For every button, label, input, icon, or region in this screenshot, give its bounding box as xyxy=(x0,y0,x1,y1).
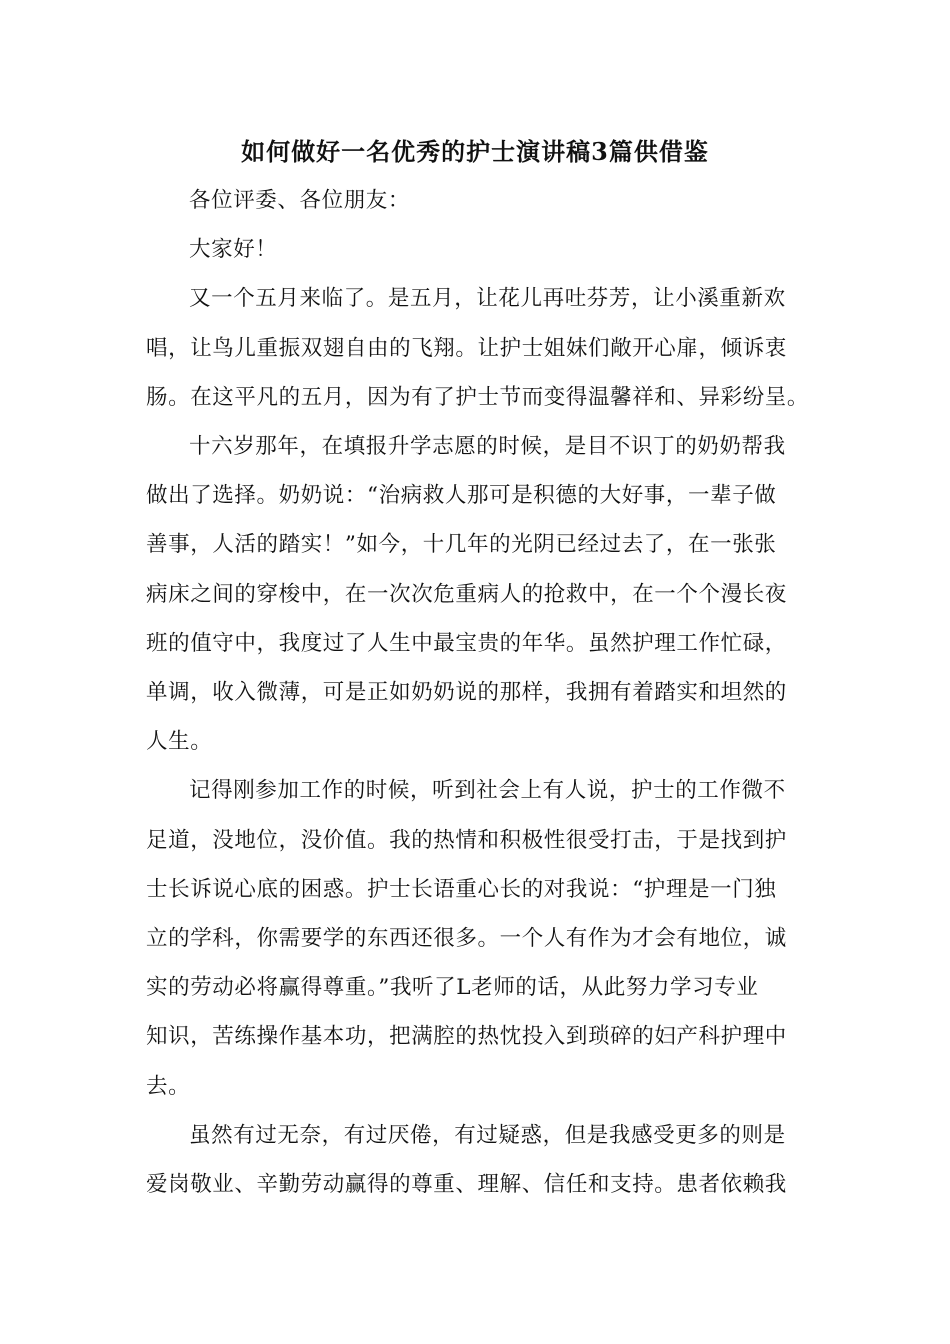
paragraph-line: 做出了选择。奶奶说：“治病救人那可是积德的大好事，一辈子做 xyxy=(146,483,777,509)
paragraph-4 xyxy=(146,1111,810,1209)
paragraph-line: 实的劳动必将赢得尊重。”我听了L老师的话，从此努力学习专业 xyxy=(146,975,759,1001)
paragraph-2 xyxy=(146,422,810,766)
paragraph-1 xyxy=(146,274,810,422)
paragraph-line: 十六岁那年，在填报升学志愿的时候，是目不识丁的奶奶帮我 xyxy=(189,434,786,460)
paragraph-line: 人生。 xyxy=(146,729,213,755)
salutation-line: 大家好！ xyxy=(189,237,278,263)
paragraph-line: 足道，没地位，没价值。我的热情和积极性很受打击，于是找到护 xyxy=(146,827,787,853)
document-body xyxy=(146,176,810,1209)
paragraph-line: 又一个五月来临了。是五月，让花儿再吐芬芳，让小溪重新欢 xyxy=(189,286,786,312)
paragraph-line: 病床之间的穿梭中，在一次次危重病人的抢救中，在一个个漫长夜 xyxy=(146,581,787,607)
paragraph-line: 士长诉说心底的困惑。护士长语重心长的对我说：“护理是一门独 xyxy=(146,876,777,902)
paragraph-line: 知识，苦练操作基本功，把满腔的热忱投入到琐碎的妇产科护理中 xyxy=(146,1024,787,1050)
paragraph-line: 单调，收入微薄，可是正如奶奶说的那样，我拥有着踏实和坦然的 xyxy=(146,680,787,706)
paragraph-line: 去。 xyxy=(146,1073,191,1099)
paragraph-line: 班的值守中，我度过了人生中最宝贵的年华。虽然护理工作忙碌， xyxy=(146,630,787,656)
greeting-line: 各位评委、各位朋友： xyxy=(189,188,411,213)
paragraph-line: 唱，让鸟儿重振双翅自由的飞翔。让护士姐妹们敞开心扉，倾诉衷 xyxy=(146,335,787,361)
document-title: 如何做好一名优秀的护士演讲稿3篇供借鉴 xyxy=(241,137,709,166)
paragraph-line: 虽然有过无奈，有过厌倦，有过疑惑，但是我感受更多的则是 xyxy=(189,1122,786,1148)
paragraph-line: 记得刚参加工作的时候，听到社会上有人说，护士的工作微不 xyxy=(189,778,786,804)
paragraph-line: 肠。在这平凡的五月，因为有了护士节而变得温馨祥和、异彩纷呈。 xyxy=(146,384,810,410)
paragraph-3 xyxy=(146,766,810,1110)
paragraph-line: 善事，人活的踏实！”如今，十几年的光阴已经过去了，在一张张 xyxy=(146,532,777,558)
paragraph-line: 爱岗敬业、辛勤劳动赢得的尊重、理解、信任和支持。患者依赖我 xyxy=(146,1172,787,1198)
paragraph-line: 立的学科，你需要学的东西还很多。一个人有作为才会有地位，诚 xyxy=(146,926,787,952)
